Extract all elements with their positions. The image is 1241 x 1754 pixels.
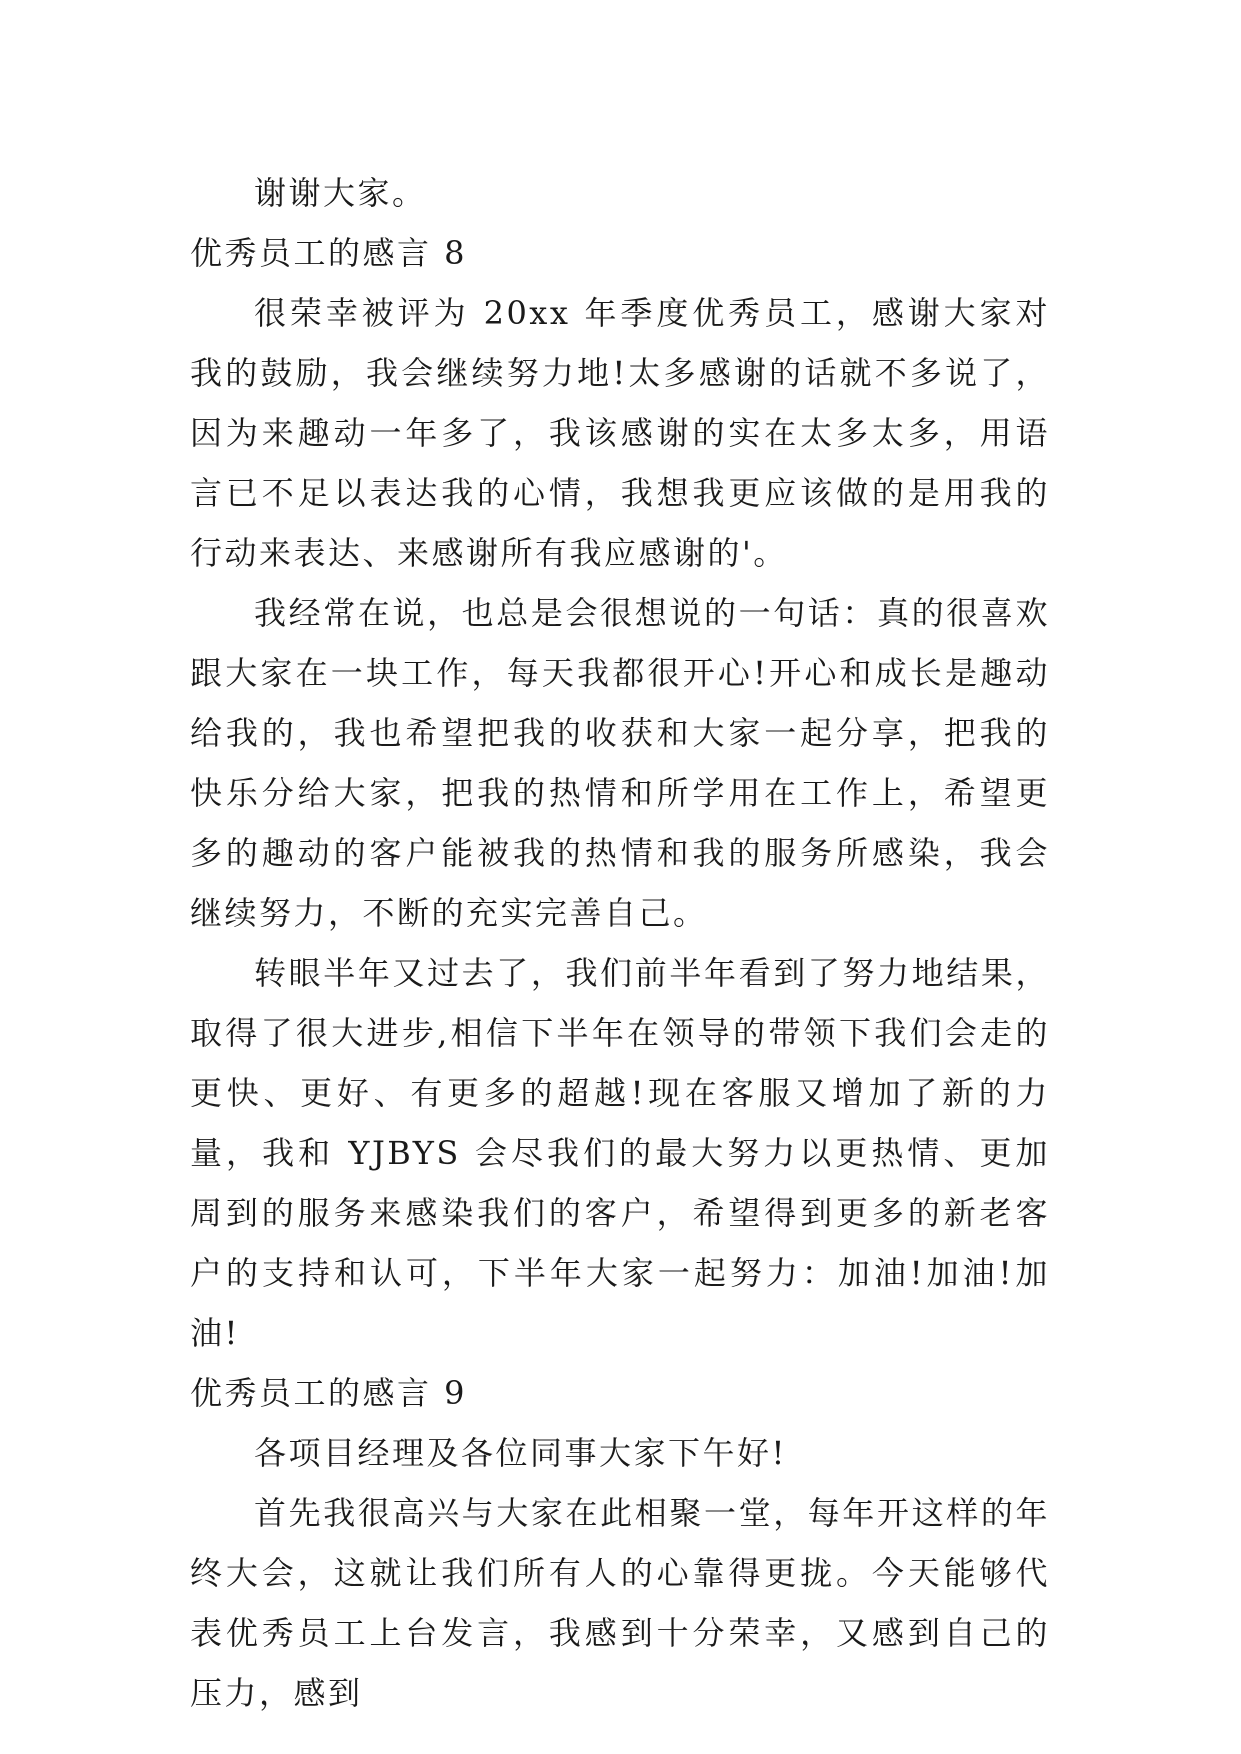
paragraph: 很荣幸被评为 20xx 年季度优秀员工，感谢大家对我的鼓励，我会继续努力地!太多感谢的话就不多说了，因为来趣动一年多了，我该感谢的实在太多太多，用语言已不足以表达我的心情，我想我更应该做的是用我的行动来表达、来感谢所有我应感谢的'。 bbox=[190, 294, 1050, 572]
paragraph: 各项目经理及各位同事大家下午好! bbox=[254, 1434, 787, 1472]
section-heading: 优秀员工的感言 9 bbox=[190, 1374, 468, 1412]
paragraph: 首先我很高兴与大家在此相聚一堂，每年开这样的年终大会，这就让我们所有人的心靠得更拢。今天能够代表优秀员工上台发言，我感到十分荣幸，又感到自己的压力，感到 bbox=[190, 1494, 1050, 1712]
paragraph: 转眼半年又过去了，我们前半年看到了努力地结果，取得了很大进步,相信下半年在领导的带领下我们会走的更快、更好、有更多的超越!现在客服又增加了新的力量，我和 YJBYS 会尽我们的最大努力以更热情、更加周到的服务来感染我们的客户，希望得到更多的新老客户的支持和认可，下半年大家一起努力：加油!加油!加油! bbox=[190, 954, 1050, 1352]
section-heading: 优秀员工的感言 8 bbox=[190, 234, 468, 272]
closing-line: 谢谢大家。 bbox=[254, 174, 427, 212]
document-body bbox=[190, 163, 1050, 1723]
paragraph: 我经常在说，也总是会很想说的一句话：真的很喜欢跟大家在一块工作，每天我都很开心!开心和成长是趣动给我的，我也希望把我的收获和大家一起分享，把我的快乐分给大家，把我的热情和所学用在工作上，希望更多的趣动的客户能被我的热情和我的服务所感染，我会继续努力，不断的充实完善自己。 bbox=[190, 594, 1050, 932]
